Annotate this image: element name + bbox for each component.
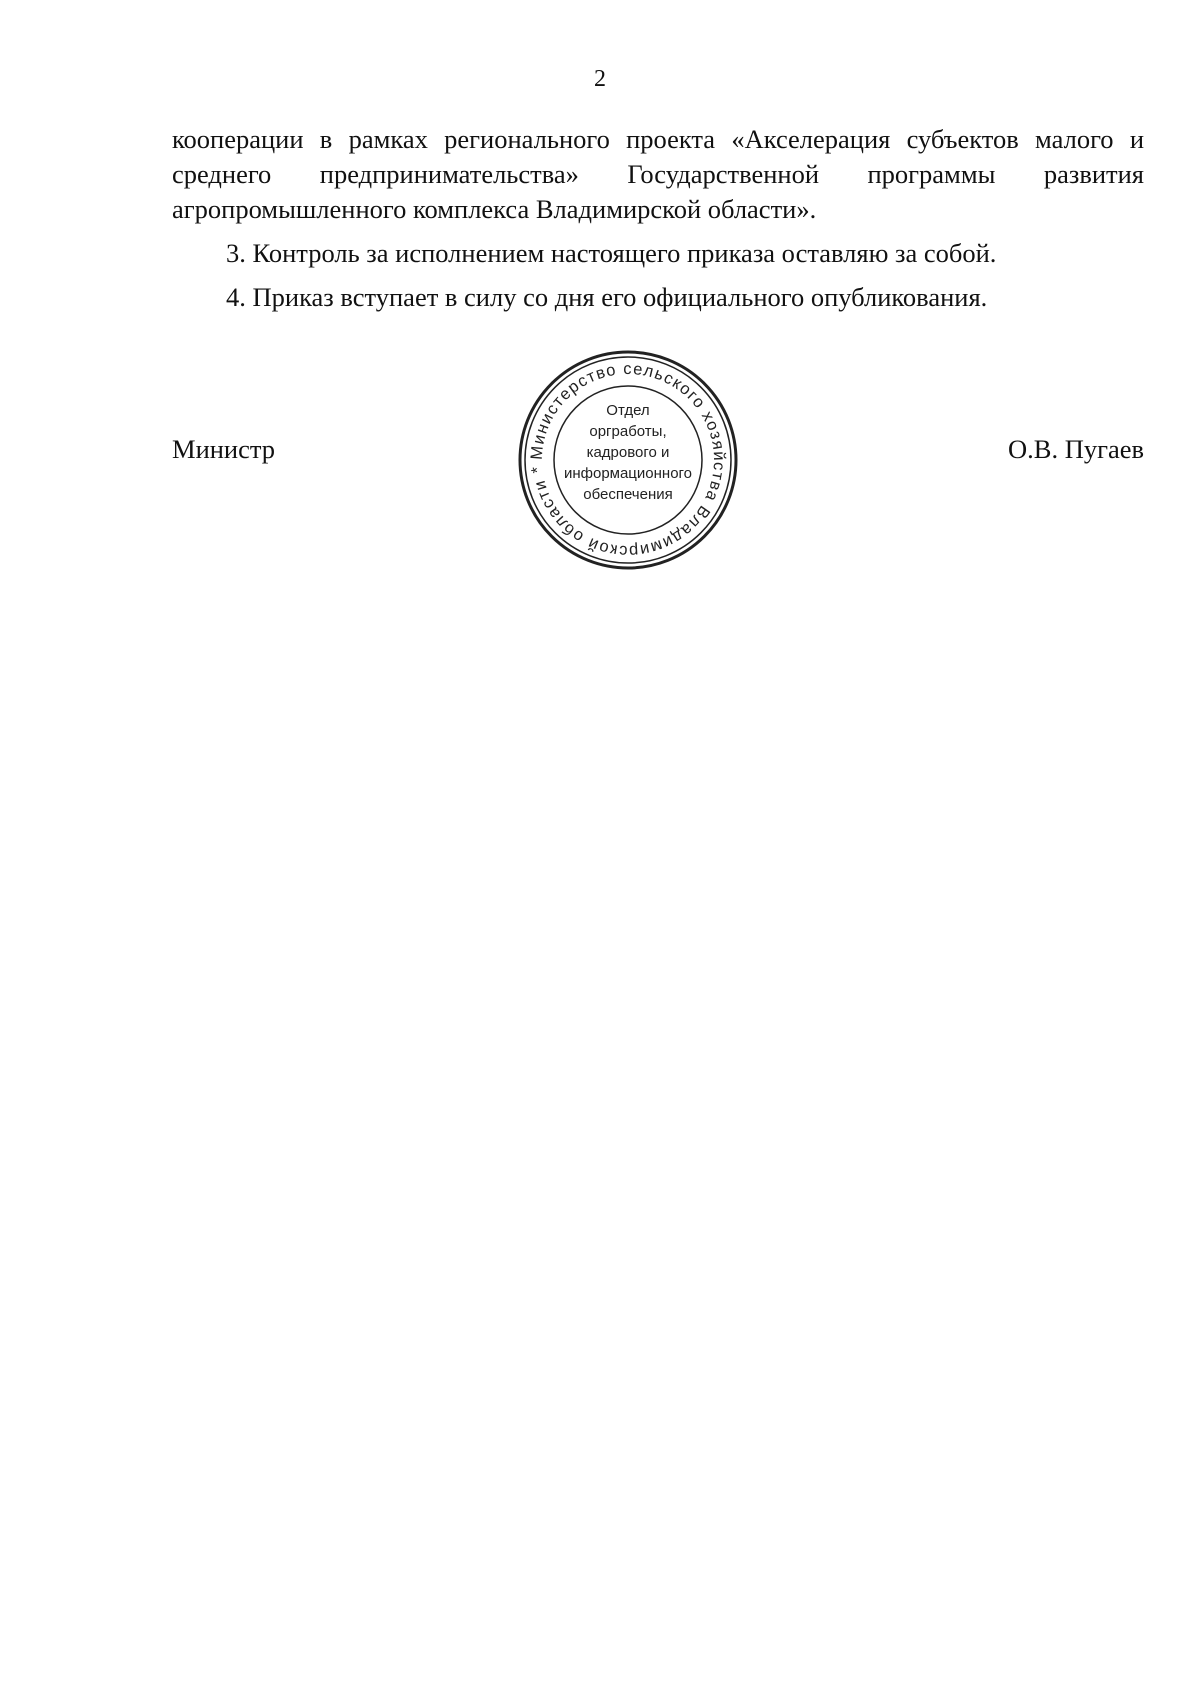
stamp-center-line-4: информационного [563, 465, 693, 482]
stamp-center-line-1: Отдел [606, 402, 650, 419]
paragraph-continuation: кооперации в рамках регионального проекта «Акселерация субъектов малого и среднего предпринимательства» Государственной программы развития агропромышленного комплекса Владимирской области». [172, 124, 1144, 224]
stamp-graphic [516, 348, 740, 572]
signatory-name: О.В. Пугаев [1008, 434, 1144, 464]
official-stamp [516, 348, 740, 572]
page-number: 2 [594, 66, 606, 92]
stamp-center-line-3: кадрового и [586, 444, 670, 461]
paragraph-item-3: 3. Контроль за исполнением настоящего приказа оставляю за собой. [226, 238, 997, 268]
stamp-ring-text: Министерство сельского хозяйства Владимирской области * [527, 359, 729, 561]
stamp-center-line-2: оргработы, [589, 423, 667, 440]
signatory-title: Министр [172, 434, 276, 464]
stamp-center-line-5: обеспечения [583, 486, 673, 503]
paragraph-item-4: 4. Приказ вступает в силу со дня его официального опубликования. [226, 282, 988, 312]
